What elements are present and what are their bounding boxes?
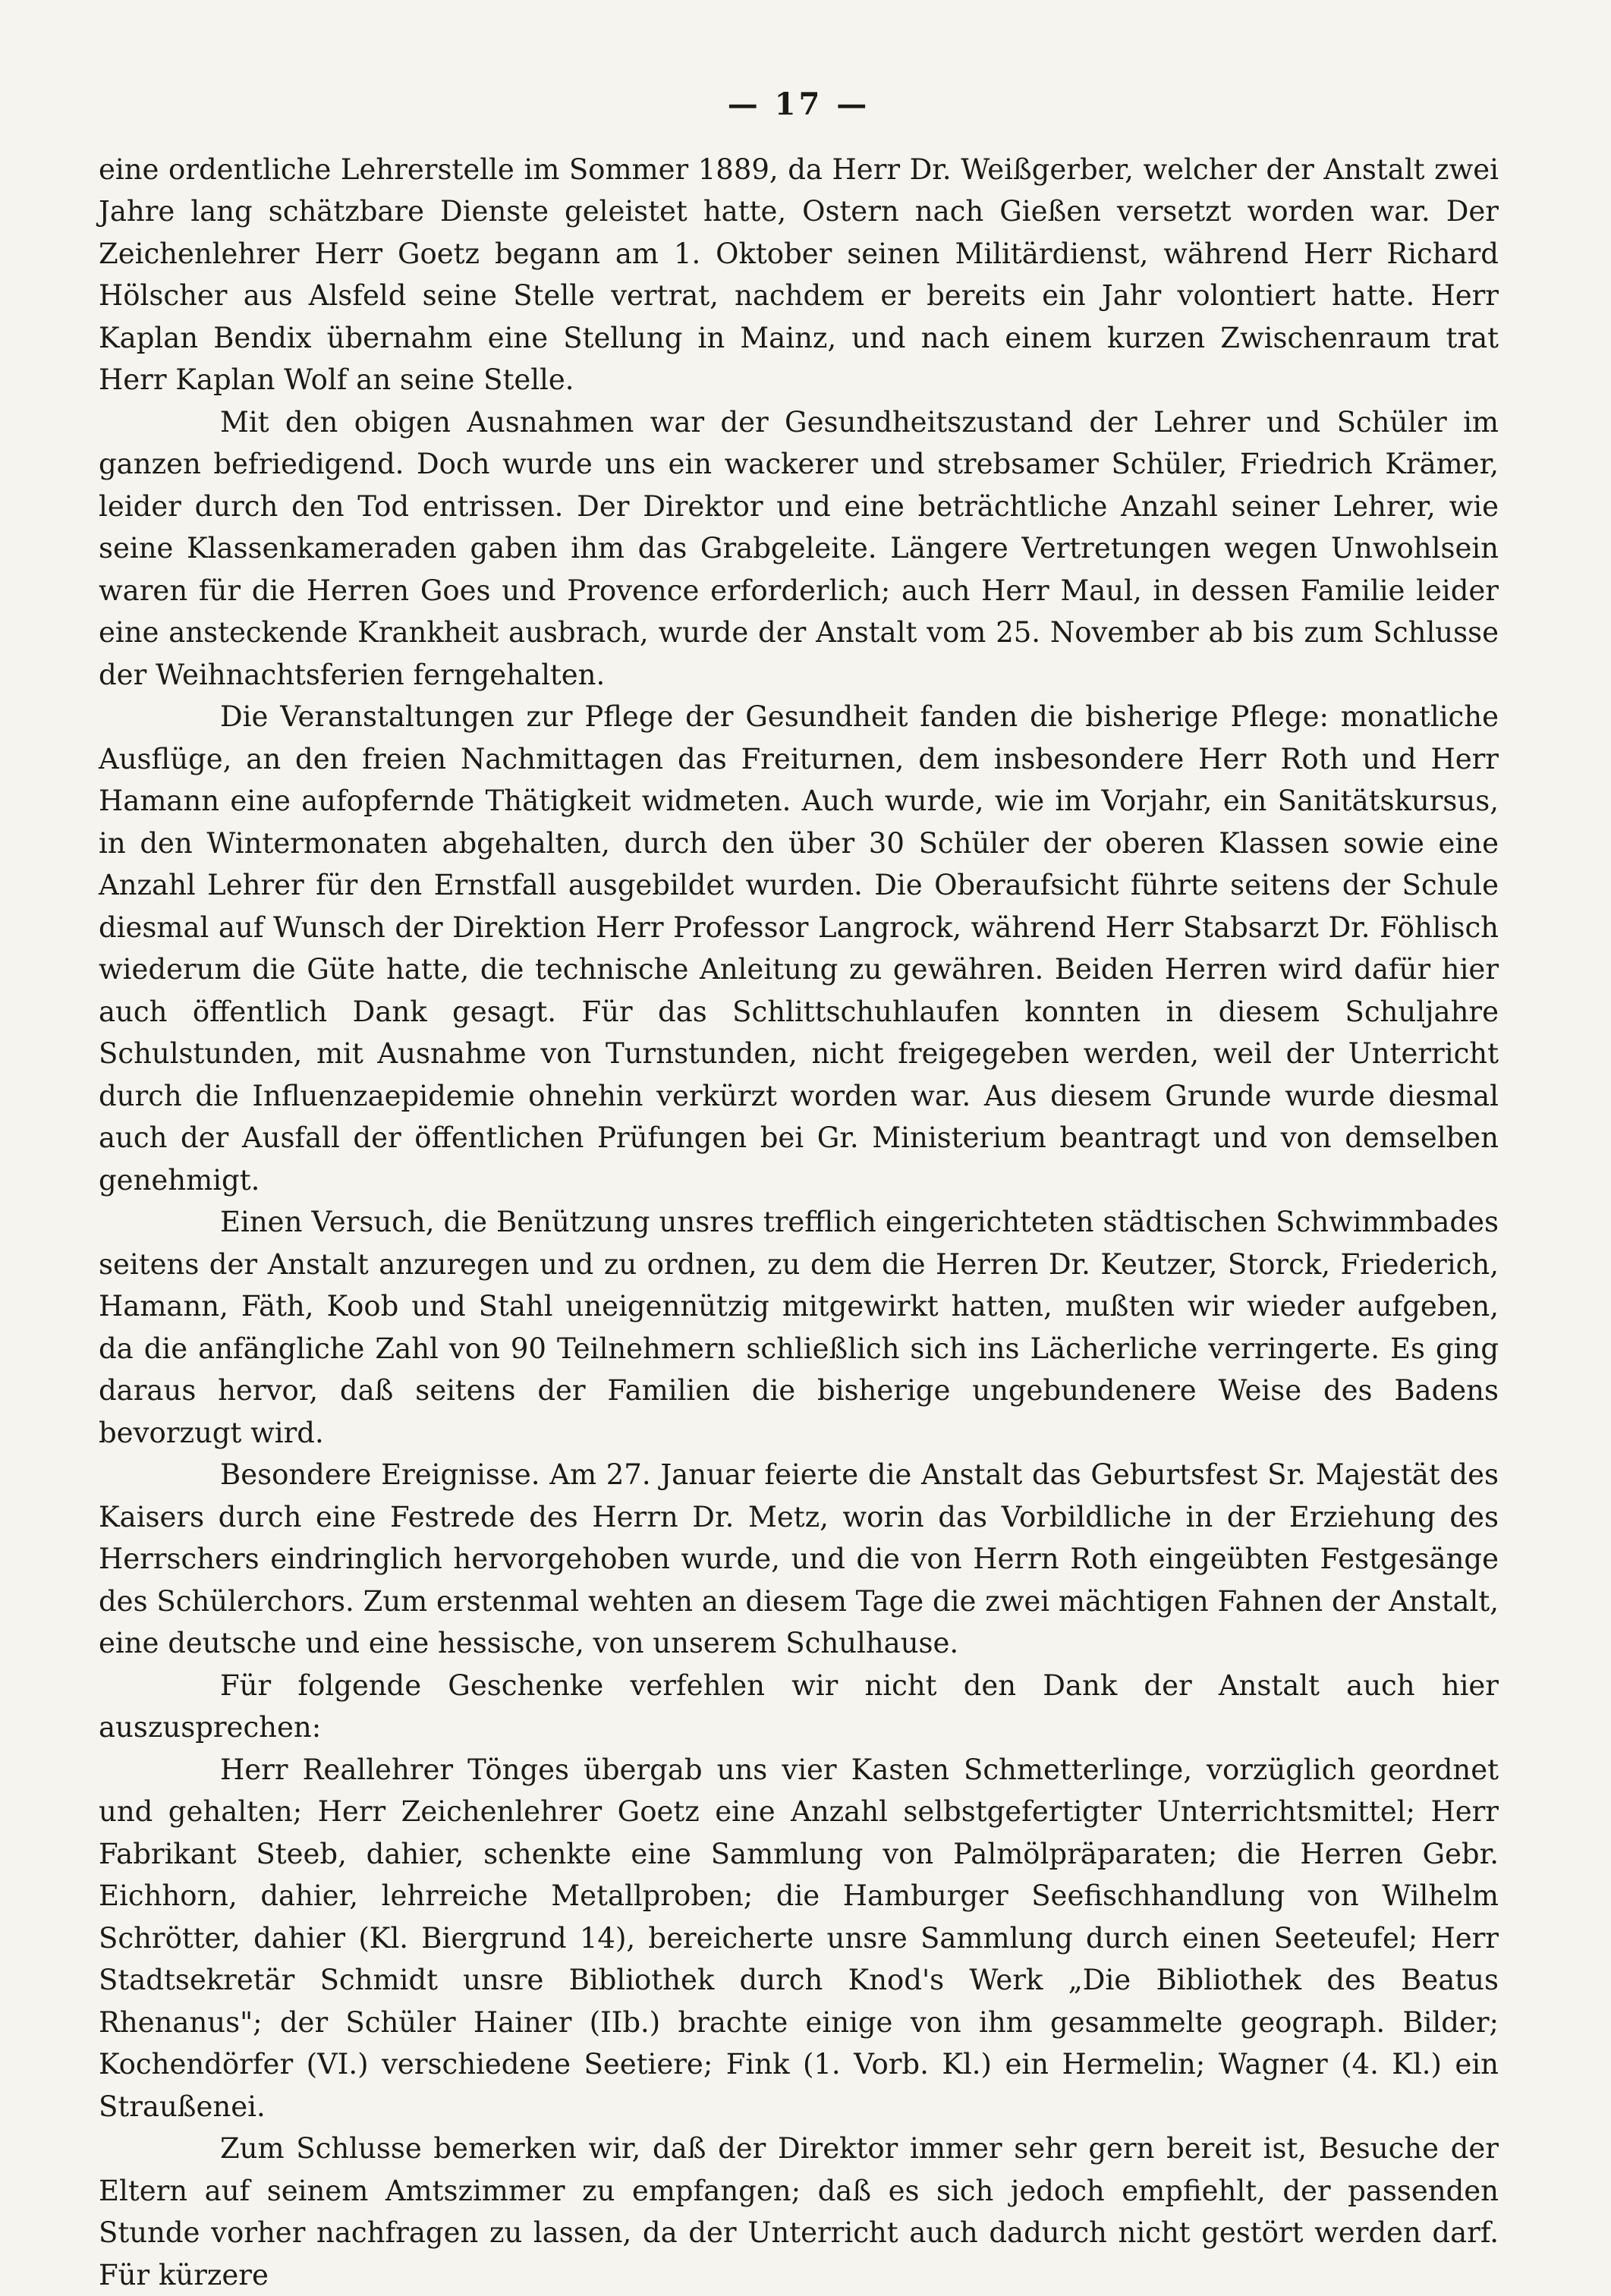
paragraph-closing: Zum Schlusse bemerken wir, daß der Direktor immer sehr gern bereit ist, Besuche der Eltern auf seinem Amtszimmer zu empfangen; daß es sich jedoch empfiehlt, der passenden Stunde vorher nachfragen zu lassen, da der Unterricht auch dadurch nicht gestört werden darf. Für kürzere [99, 2132, 1499, 2291]
paragraph-gifts-list: Herr Reallehrer Tönges übergab uns vier Kasten Schmetterlinge, vorzüglich geordnet und gehalten; Herr Zeichenlehrer Goetz eine Anzahl selbstgefertigter Unterrichtsmittel; Herr Fabrikant Steeb, dahier, schenkte eine Sammlung von Palmölpräparaten; die Herren Gebr. Eichhorn, dahier, lehrreiche Metallproben; die Hamburger Seefischhandlung von Wilhelm Schrötter, dahier (Kl. Biergrund 14), bereicherte unsre Sammlung durch einen Seeteufel; Herr Stadtsekretär Schmidt unsre Bibliothek durch Knod's Werk „Die Bibliothek des Beatus Rhenanus"; der Schüler Hainer (IIb.) brachte einige von ihm gesammelte geograph. Bilder; Kochendörfer (VI.) verschiedene Seetiere; Fink (1. Vorb. Kl.) ein Hermelin; Wagner (4. Kl.) ein Straußenei. [99, 1753, 1499, 2123]
document-page [99, 83, 1499, 2296]
page-number: — 17 — [727, 86, 870, 122]
paragraph-gifts-intro: Für folgende Geschenke verfehlen wir nicht den Dank der Anstalt auch hier auszusprechen: [99, 1669, 1499, 1744]
paragraph: Mit den obigen Ausnahmen war der Gesundheitszustand der Lehrer und Schüler im ganzen befriedigend. Doch wurde uns ein wackerer und strebsamer Schüler, Friedrich Krämer, leider durch den Tod entrissen. Der Direktor und eine beträchtliche Anzahl seiner Lehrer, wie seine Klassenkameraden gaben ihm das Grabgeleite. Längere Vertretungen wegen Unwohlsein waren für die Herren Goes und Provence erforderlich; auch Herr Maul, in dessen Familie leider eine ansteckende Krankheit ausbrach, wurde der Anstalt vom 25. November ab bis zum Schlusse der Weihnachtsferien ferngehalten. [99, 405, 1499, 691]
paragraph: Einen Versuch, die Benützung unsres trefflich eingerichteten städtischen Schwimmbades seitens der Anstalt anzuregen und zu ordnen, zu dem die Herren Dr. Keutzer, Storck, Friederich, Hamann, Fäth, Koob und Stahl uneigennützig mitgewirkt hatten, mußten wir wieder aufgeben, da die anfängliche Zahl von 90 Teilnehmern schließlich sich ins Lächerliche verringerte. Es ging daraus hervor, daß seitens der Familien die bisherige ungebundenere Weise des Badens bevorzugt wird. [99, 1206, 1499, 1449]
paragraph: eine ordentliche Lehrerstelle im Sommer 1889, da Herr Dr. Weißgerber, welcher der Anstalt zwei Jahre lang schätzbare Dienste geleistet hatte, Ostern nach Gießen versetzt worden war. Der Zeichenlehrer Herr Goetz begann am 1. Oktober seinen Militärdienst, während Herr Richard Hölscher aus Alsfeld seine Stelle vertrat, nachdem er bereits ein Jahr volontiert hatte. Herr Kaplan Bendix übernahm eine Stellung in Mainz, und nach einem kurzen Zwischenraum trat Herr Kaplan Wolf an seine Stelle. [99, 153, 1499, 396]
paragraph-special-events: Besondere Ereignisse. Am 27. Januar feierte die Anstalt das Geburtsfest Sr. Majestät des Kaisers durch eine Festrede des Herrn Dr. Metz, worin das Vorbildliche in der Erziehung des Herrschers eindringlich hervorgehoben wurde, und die von Herrn Roth eingeübten Festgesänge des Schülerchors. Zum erstenmal wehten an diesem Tage die zwei mächtigen Fahnen der Anstalt, eine deutsche und eine hessische, von unserem Schulhause. [99, 1458, 1499, 1659]
paragraph: Die Veranstaltungen zur Pflege der Gesundheit fanden die bisherige Pflege: monatliche Ausflüge, an den freien Nachmittagen das Freiturnen, dem insbesondere Herr Roth und Herr Hamann eine aufopfernde Thätigkeit widmeten. Auch wurde, wie im Vorjahr, ein Sanitätskursus, in den Wintermonaten abgehalten, durch den über 30 Schüler der oberen Klassen sowie eine Anzahl Lehrer für den Ernstfall ausgebildet wurden. Die Oberaufsicht führte seitens der Schule diesmal auf Wunsch der Direktion Herr Professor Langrock, während Herr Stabsarzt Dr. Föhlisch wiederum die Güte hatte, die technische Anleitung zu gewähren. Beiden Herren wird dafür hier auch öffentlich Dank gesagt. Für das Schlittschuhlaufen konnten in diesem Schuljahre Schulstunden, mit Ausnahme von Turnstunden, nicht freigegeben werden, weil der Unterricht durch die Influenzaepidemie ohnehin verkürzt worden war. Aus diesem Grunde wurde diesmal auch der Ausfall der öffentlichen Prüfungen bei Gr. Ministerium beantragt und von demselben genehmigt. [99, 700, 1499, 1197]
